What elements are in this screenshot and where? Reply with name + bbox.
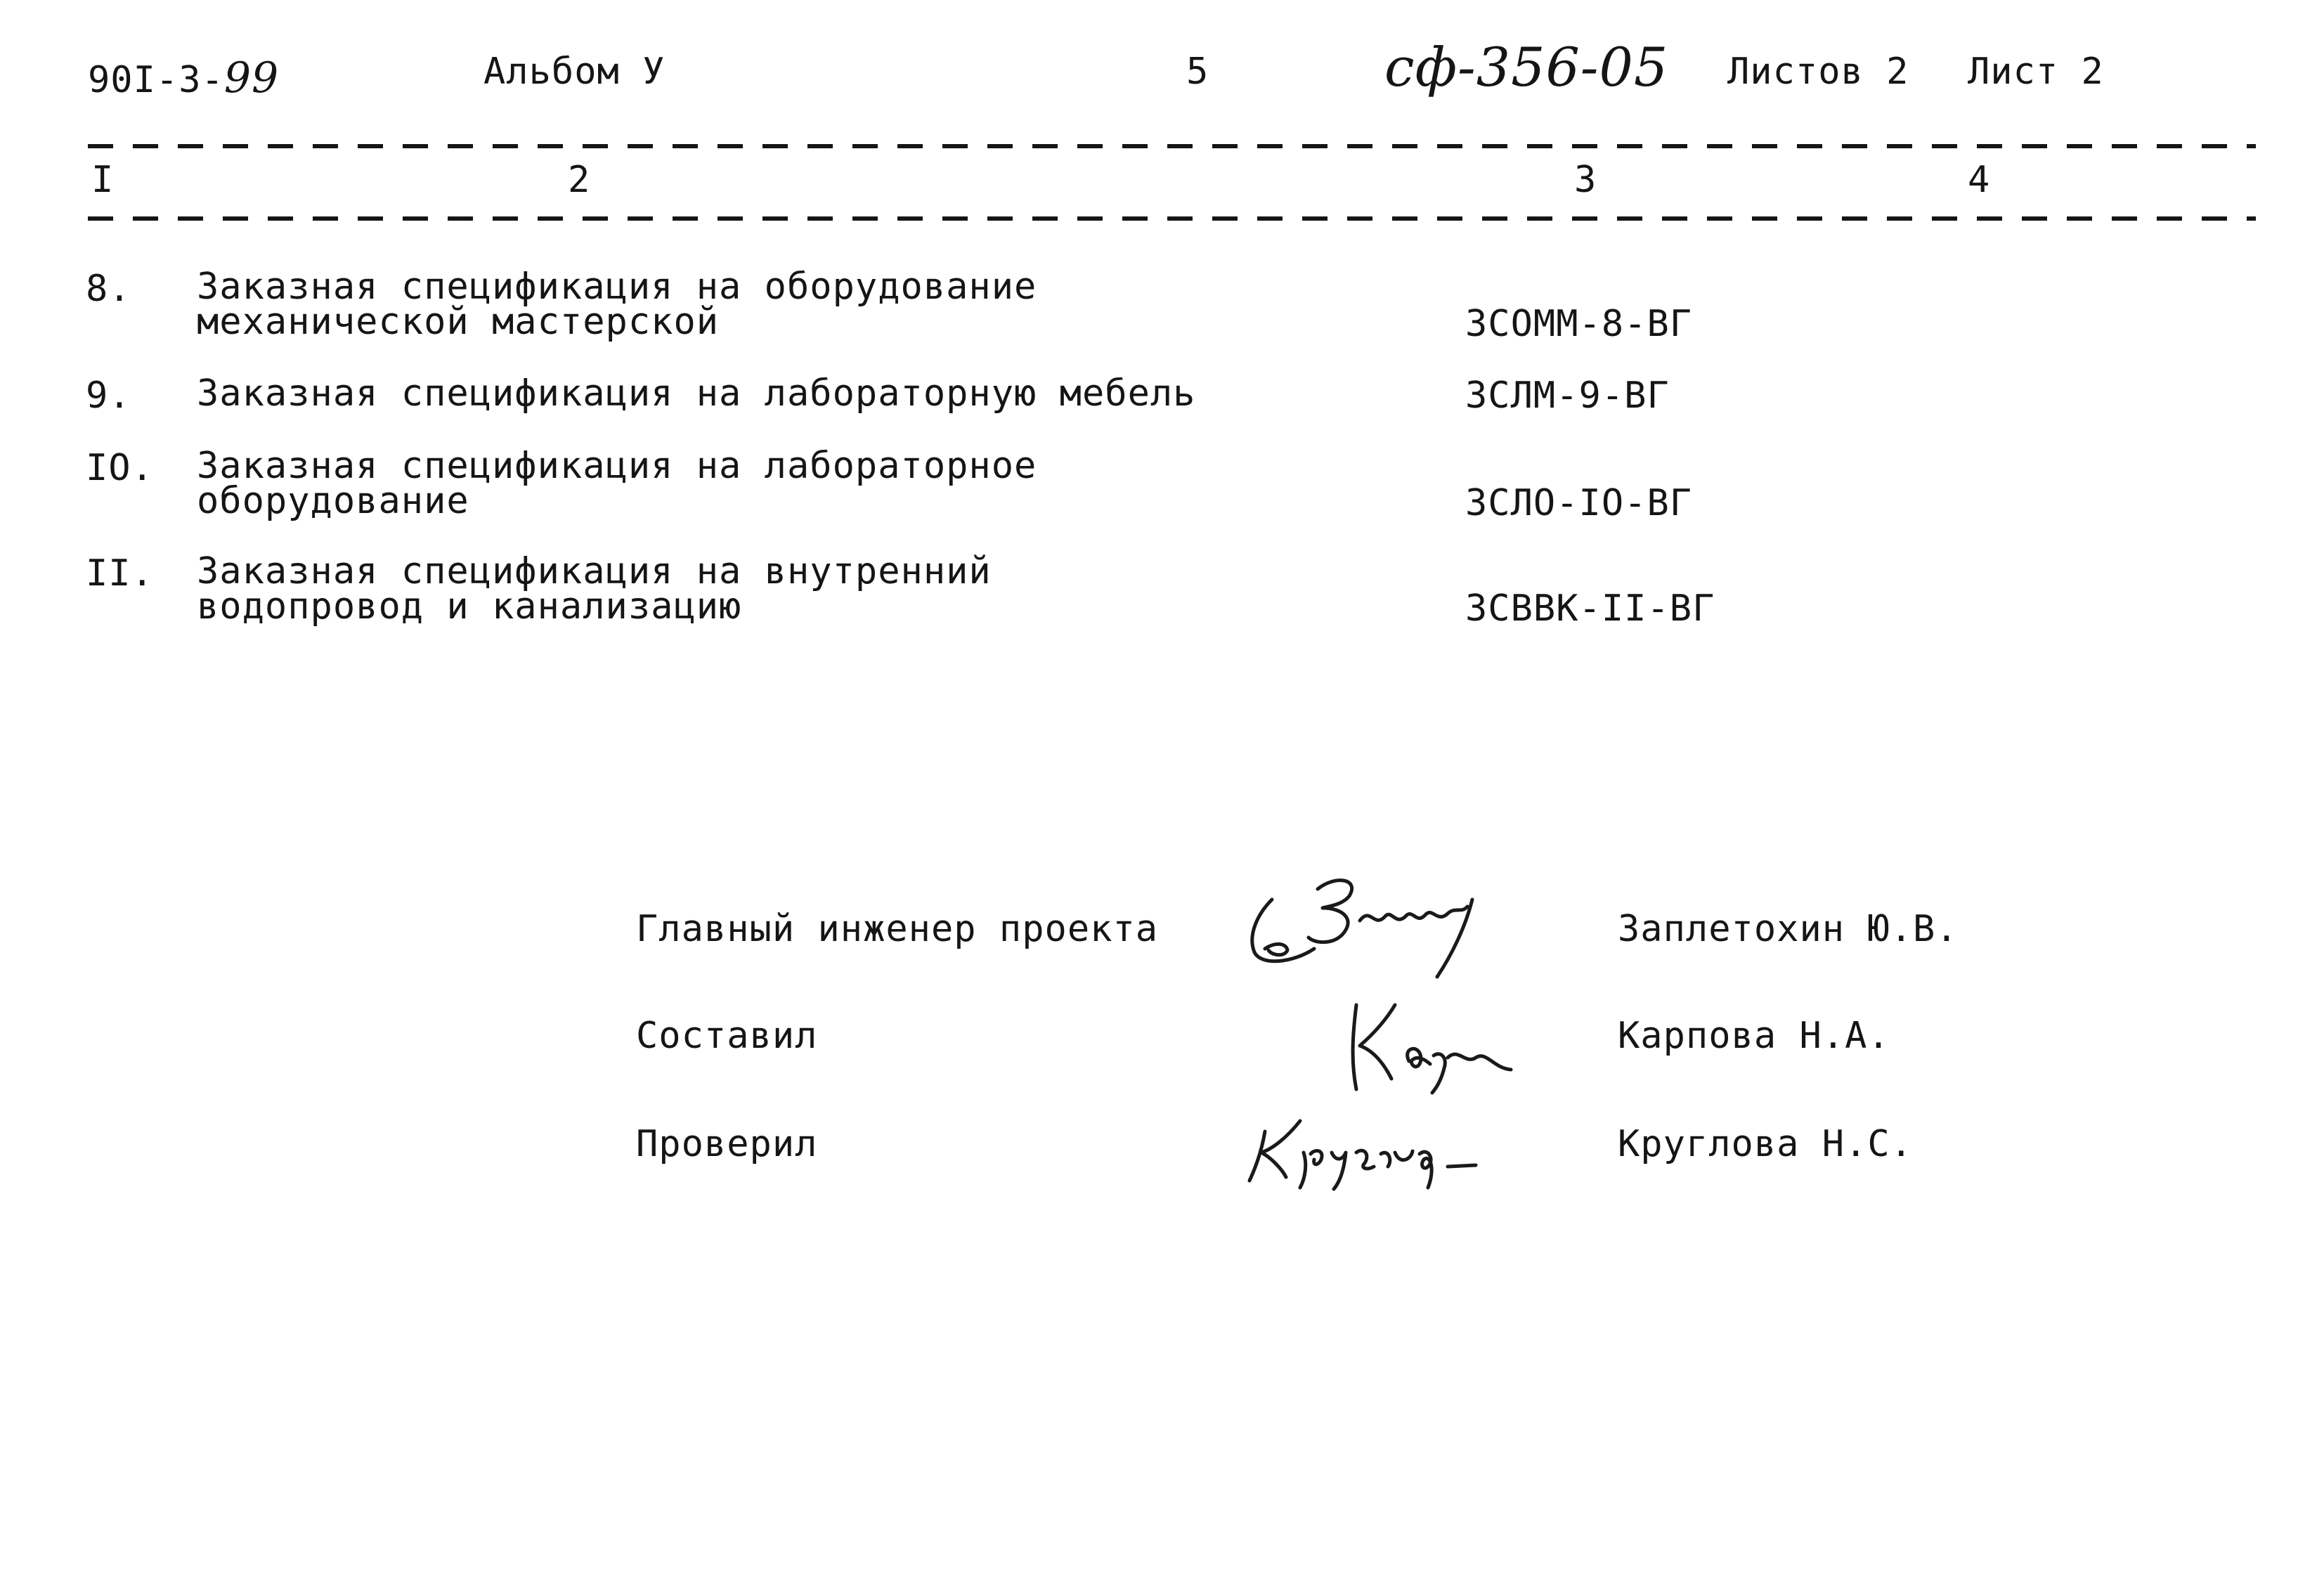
signature-chief-engineer xyxy=(1244,864,1511,984)
row-code: ЗСЛМ-9-ВГ xyxy=(1465,375,1670,417)
row-description-line: Заказная спецификация на внутренний xyxy=(197,550,992,592)
row-description-line: Заказная спецификация на лабораторное xyxy=(197,445,1037,487)
sheets-total: Листов 2 xyxy=(1727,51,1909,93)
row-description xyxy=(197,266,1037,343)
row-number: II. xyxy=(86,552,154,595)
series-printed: 90I-3- xyxy=(88,59,224,101)
row-number: 8. xyxy=(86,268,131,310)
row-code: ЗСОММ-8-ВГ xyxy=(1465,303,1693,345)
row-description-line: водопровод и канализацию xyxy=(197,585,742,628)
signature-checker xyxy=(1244,1110,1511,1195)
column-header-2: 2 xyxy=(568,159,591,201)
signatory-role: Составил xyxy=(636,1015,818,1057)
signature-compiler xyxy=(1342,991,1525,1096)
row-description-line: Заказная спецификация на оборудование xyxy=(197,266,1037,308)
album-label: Альбом У xyxy=(483,51,666,93)
series-number xyxy=(88,55,279,101)
column-header-1: I xyxy=(91,159,115,201)
series-handwritten: 99 xyxy=(223,53,280,103)
signatory-name: Заплетохин Ю.В. xyxy=(1618,908,1959,950)
row-description xyxy=(197,372,1196,415)
header-divider-top xyxy=(88,144,2256,148)
column-header-4: 4 xyxy=(1968,159,1991,201)
doc-code-handwritten: сф-356-05 xyxy=(1384,36,1669,98)
row-number: IO. xyxy=(86,447,154,489)
row-number: 9. xyxy=(86,375,131,417)
row-code: ЗСЛО-IO-ВГ xyxy=(1465,482,1693,524)
sheet-number: Лист 2 xyxy=(1968,51,2104,93)
column-header-3: 3 xyxy=(1574,159,1597,201)
signatory-role: Главный инженер проекта xyxy=(636,908,1159,950)
row-description-line: Заказная спецификация на лабораторную мебель xyxy=(197,372,1196,415)
header-divider-bottom xyxy=(88,216,2256,221)
signatory-name: Круглова Н.С. xyxy=(1618,1123,1913,1165)
row-code: ЗСВВК-II-ВГ xyxy=(1465,588,1715,630)
row-description-line: механической мастерской xyxy=(197,301,720,343)
signatory-role: Проверил xyxy=(636,1123,818,1165)
signatory-name: Карпова Н.А. xyxy=(1618,1015,1890,1057)
row-description xyxy=(197,550,992,628)
row-description xyxy=(197,445,1037,522)
page-number: 5 xyxy=(1186,51,1209,93)
row-description-line: оборудование xyxy=(197,480,469,522)
